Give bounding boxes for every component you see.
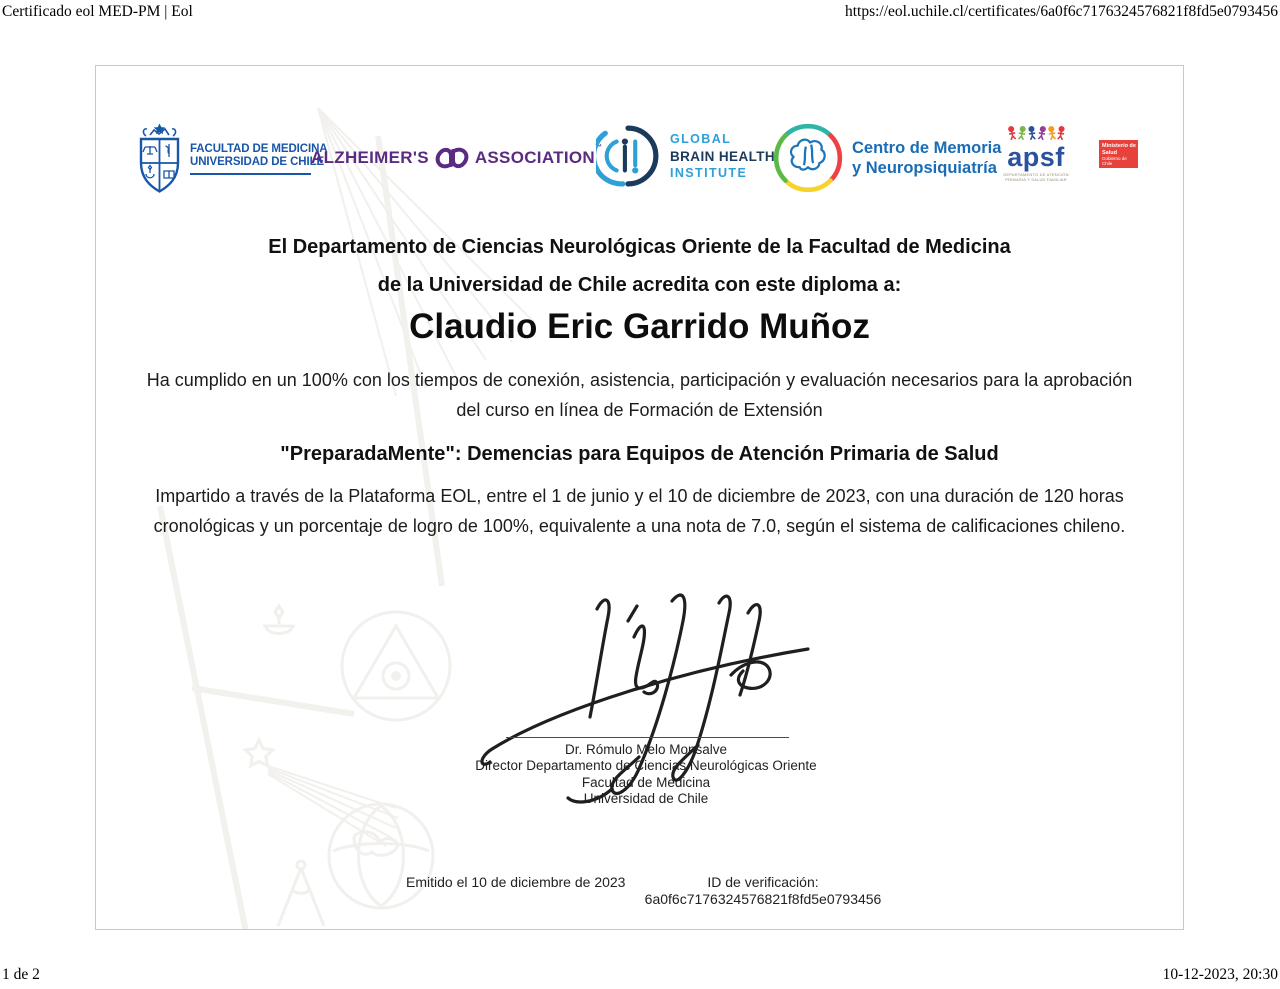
trademark-symbol: ™ [594,144,603,151]
course-details: Impartido a través de la Plataforma EOL, entre el 1 de junio y el 10 de diciembre de 2023, con una duración de 120 horas cronológicas y un porcentaje de logro de 100%, equivalente a una nota de 7.0, según el sistema de calificaciones chileno. [153,486,1126,536]
intro-line1: El Departamento de Ciencias Neurológicas Oriente de la Facultad de Medicina [268,236,1011,258]
minsal-coat-of-arms-icon [1077,157,1097,177]
logo-centro-memoria-neuropsiquiatria [772,122,1001,194]
signer-block [444,742,848,808]
minsal-footer-text: Gobierno de Chile [1102,156,1127,166]
alzheimers-word1: ALZHEIMER'S [311,148,429,167]
minsal-line2: Salud [1102,149,1117,156]
logo-alzheimers-association [311,142,602,174]
print-header-title: Certificado eol MED-PM | Eol [2,3,193,20]
recipient-name: Claudio Eric Garrido Muñoz [409,307,870,346]
memoria-brain-icon [772,122,844,194]
apsf-subtext-line1: DEPARTAMENTO DE ATENCIÓN [1003,172,1069,177]
verification-block [629,874,897,908]
gbhi-line2: BRAIN HEALTH [670,148,776,164]
signer-org1: Facultad de Medicina [581,774,711,790]
logo-facultad-medicina-uchile [136,123,327,195]
gbhi-line3: INSTITUTE [670,165,748,180]
signature-line [506,737,789,738]
gbhi-circle-icon [596,124,660,188]
certificate-sheet [95,65,1184,930]
signer-org2: Universidad de Chile [583,791,709,807]
signer-title: Director Departamento de Ciencias Neurológicas Oriente [475,758,817,774]
uchile-logo-line1: FACULTAD DE MEDICINA [190,142,328,155]
apsf-wordmark: apsf [1007,142,1065,172]
print-footer-datetime: 10-12-2023, 20:30 [1162,966,1278,983]
intro-statement [96,229,1183,304]
minsal-red-panel [1099,140,1138,168]
issue-date: Emitido el 10 de diciembre de 2023 [406,874,626,890]
verification-label: ID de verificación: [707,874,819,890]
signer-name: Dr. Rómulo Melo Monsalve [564,742,728,757]
logo-ministerio-de-salud [1075,126,1138,182]
verification-id: 6a0f6c7176324576821f8fd5e0793456 [644,891,882,907]
memoria-line2: y Neuropsiquiatría [852,159,997,177]
gbhi-line1: GLOBAL [670,131,732,146]
logo-apsf [999,126,1073,182]
apsf-subtext-line2: PRIMARIA Y SALUD FAMILIAR [1005,177,1067,182]
completion-statement: Ha cumplido en un 100% con los tiempos de conexión, asistencia, participación y evaluación necesarios para la aprobación del curso en línea de Formación de Extensión [146,370,1133,420]
apsf-people-icon [1005,126,1067,140]
uchile-crest-icon [136,123,183,195]
alzheimers-figures-icon [434,142,470,174]
logo-global-brain-health-institute [596,124,775,188]
print-footer-page-number: 1 de 2 [2,966,40,983]
uchile-logo-underline [190,173,311,176]
memoria-line1: Centro de Memoria [852,139,1002,157]
course-title: "PreparadaMente": Demencias para Equipos de Atención Primaria de Salud [280,443,999,465]
uchile-logo-line2: UNIVERSIDAD DE CHILE [190,156,325,169]
intro-line2: de la Universidad de Chile acredita con este diploma a: [377,273,902,296]
minsal-line1: Ministerio de [1102,143,1136,149]
alzheimers-word2: ASSOCIATION™ [474,144,603,167]
print-header-url: https://eol.uchile.cl/certificates/6a0f6c7176324576821f8fd5e0793456 [844,3,1278,20]
